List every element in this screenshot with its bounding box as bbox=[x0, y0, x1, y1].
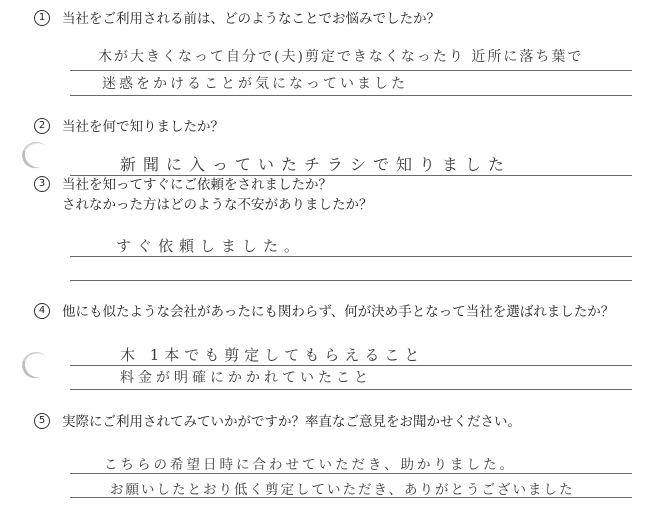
question-text: 当社をご利用される前は、どのようなことでお悩みでしたか？ bbox=[62, 11, 440, 27]
punch-hole-mark bbox=[17, 137, 53, 173]
question-text: 他にも似たような会社があったにも関わらず、何が決め手となって当社を選ばれましたか？ bbox=[62, 304, 615, 320]
answer-5-line-2: お願いしたとおり低く剪定していただき、ありがとうございました bbox=[110, 482, 575, 498]
answer-2-line-1: 新聞に入っていたチラシで知りました bbox=[120, 155, 512, 174]
answer-rule bbox=[70, 95, 632, 96]
question-2 bbox=[38, 118, 224, 136]
question-text: 実際にご利用されてみていかがですか？率直なご意見をお聞かせください。 bbox=[62, 414, 521, 430]
answer-1-line-1: 木が大きくなって自分で(夫)剪定できなくなったり 近所に落ち葉で bbox=[98, 49, 584, 65]
answer-3-line-1: すぐ依頼しました。 bbox=[116, 237, 306, 255]
question-3 bbox=[38, 176, 332, 194]
answer-rule bbox=[70, 473, 632, 474]
question-1 bbox=[38, 10, 440, 28]
question-text: 当社を何で知りましたか？ bbox=[62, 119, 224, 135]
answer-4-line-2: 料金が明確にかかれていたこと bbox=[120, 370, 372, 386]
question-5 bbox=[38, 413, 521, 431]
question-number: 4 bbox=[34, 303, 50, 319]
answer-4-line-1: 木 1本でも剪定してもらえること bbox=[120, 346, 425, 364]
question-number: 5 bbox=[34, 413, 50, 429]
answer-rule bbox=[70, 256, 632, 257]
answer-rule bbox=[70, 70, 632, 71]
punch-hole-mark bbox=[17, 347, 53, 383]
answer-rule bbox=[70, 365, 632, 366]
question-number: 2 bbox=[34, 118, 50, 134]
answer-rule bbox=[70, 280, 632, 281]
answer-5-line-1: こちらの希望日時に合わせていただき、助かりました。 bbox=[104, 457, 516, 473]
question-3-subtext: されなかった方はどのような不安がありましたか？ bbox=[62, 197, 373, 213]
question-4 bbox=[38, 303, 615, 321]
question-text: 当社を知ってすぐにご依頼をされましたか？ bbox=[62, 177, 332, 193]
answer-1-line-2: 迷惑をかけることが気になっていました bbox=[102, 76, 408, 92]
question-number: 1 bbox=[34, 10, 50, 26]
answer-rule bbox=[70, 389, 632, 390]
question-number: 3 bbox=[34, 176, 50, 192]
answer-rule bbox=[70, 497, 632, 498]
